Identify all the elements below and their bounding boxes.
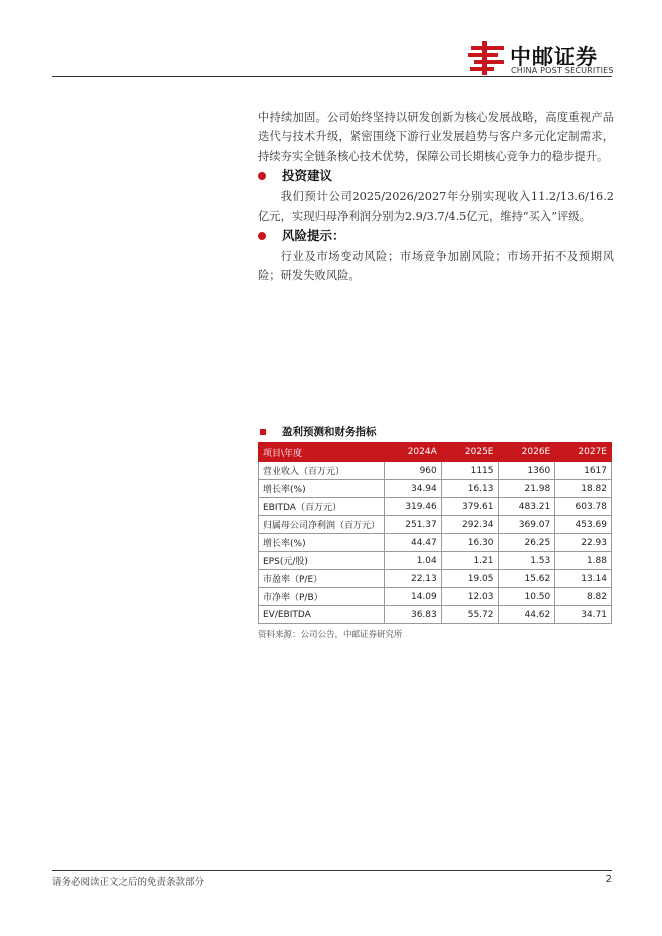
table-header-cell: 2026E [498, 443, 555, 462]
table-cell: 292.34 [441, 516, 498, 534]
section-title: 风险提示： [282, 228, 345, 244]
china-post-logo-icon [468, 40, 506, 76]
table-cell: 26.25 [498, 534, 555, 552]
investment-paragraph: 我们预计公司2025/2026/2027年分别实现收入11.2/13.6/16.2亿元，实现归母净利润分别为2.9/3.7/4.5亿元，维持“买入”评级。 [258, 190, 614, 223]
table-cell: 16.13 [441, 480, 498, 498]
bullet-icon [258, 172, 266, 180]
forecast-table-block [258, 424, 612, 640]
table-header-cell: 2024A [385, 443, 442, 462]
table-cell: 1.53 [498, 552, 555, 570]
table-row-label: 市盈率（P/E） [259, 570, 385, 588]
table-cell: 1360 [498, 462, 555, 480]
section-heading-risk [258, 227, 614, 247]
section-title: 投资建议 [282, 168, 333, 184]
table-cell: 1617 [555, 462, 612, 480]
table-cell: 18.82 [555, 480, 612, 498]
table-row [259, 516, 612, 534]
logo-chinese-name: 中邮证券 [510, 45, 598, 69]
table-cell: 44.62 [498, 606, 555, 624]
table-cell: 36.83 [385, 606, 442, 624]
risk-paragraph: 行业及市场变动风险；市场竞争加剧风险；市场开拓不及预期风险；研发失败风险。 [258, 250, 614, 283]
square-bullet-icon [260, 429, 266, 435]
table-cell: 1115 [441, 462, 498, 480]
table-cell: 22.93 [555, 534, 612, 552]
table-cell: 16.30 [441, 534, 498, 552]
footer-disclaimer: 请务必阅读正文之后的免责条款部分 [52, 877, 205, 888]
page-number: 2 [605, 874, 612, 885]
table-title [258, 424, 612, 442]
table-cell: 14.09 [385, 588, 442, 606]
table-cell: 319.46 [385, 498, 442, 516]
table-cell: 34.71 [555, 606, 612, 624]
forecast-table [258, 442, 612, 624]
table-cell: 603.78 [555, 498, 612, 516]
table-row [259, 480, 612, 498]
table-header-cell: 2027E [555, 443, 612, 462]
table-cell: 12.03 [441, 588, 498, 606]
footer-divider [52, 870, 612, 871]
table-row [259, 606, 612, 624]
table-header-cell: 2025E [441, 443, 498, 462]
table-row-label: 增长率(%) [259, 534, 385, 552]
table-row-label: 市净率（P/B） [259, 588, 385, 606]
table-cell: 8.82 [555, 588, 612, 606]
bullet-icon [258, 232, 266, 240]
table-row [259, 588, 612, 606]
table-cell: 1.21 [441, 552, 498, 570]
logo-english-name: CHINA POST SECURITIES [511, 66, 614, 75]
table-cell: 1.88 [555, 552, 612, 570]
table-row [259, 498, 612, 516]
table-cell: 483.21 [498, 498, 555, 516]
table-row-label: 增长率(%) [259, 480, 385, 498]
table-row-label: EPS(元/股) [259, 552, 385, 570]
header-divider [52, 76, 612, 77]
table-header-row [259, 443, 612, 462]
table-cell: 21.98 [498, 480, 555, 498]
table-header-cell: 项目\年度 [259, 443, 385, 462]
table-row [259, 534, 612, 552]
table-cell: 10.50 [498, 588, 555, 606]
section-heading-investment [258, 167, 614, 187]
table-cell: 44.47 [385, 534, 442, 552]
table-source-note: 资料来源：公司公告，中邮证券研究所 [258, 630, 403, 640]
company-logo [468, 40, 618, 76]
table-cell: 379.61 [441, 498, 498, 516]
table-cell: 960 [385, 462, 442, 480]
main-content [258, 108, 614, 286]
table-cell: 19.05 [441, 570, 498, 588]
intro-paragraph: 中持续加固。公司始终坚持以研发创新为核心发展战略，高度重视产品迭代与技术升级，紧密围绕下游行业发展趋势与客户多元化定制需求，持续夯实全链条核心技术优势，保障公司长期核心竞争力的稳步提升。 [258, 111, 614, 163]
table-row-label: 归属母公司净利润（百万元） [259, 516, 385, 534]
table-cell: 34.94 [385, 480, 442, 498]
table-row-label: EV/EBITDA [259, 606, 385, 624]
table-row [259, 570, 612, 588]
table-cell: 22.13 [385, 570, 442, 588]
table-cell: 251.37 [385, 516, 442, 534]
table-cell: 1.04 [385, 552, 442, 570]
table-row [259, 552, 612, 570]
table-row [259, 462, 612, 480]
table-cell: 15.62 [498, 570, 555, 588]
table-cell: 13.14 [555, 570, 612, 588]
table-row-label: EBITDA（百万元） [259, 498, 385, 516]
table-cell: 369.07 [498, 516, 555, 534]
table-title-text: 盈利预测和财务指标 [282, 426, 377, 438]
table-row-label: 营业收入（百万元） [259, 462, 385, 480]
table-cell: 55.72 [441, 606, 498, 624]
table-cell: 453.69 [555, 516, 612, 534]
